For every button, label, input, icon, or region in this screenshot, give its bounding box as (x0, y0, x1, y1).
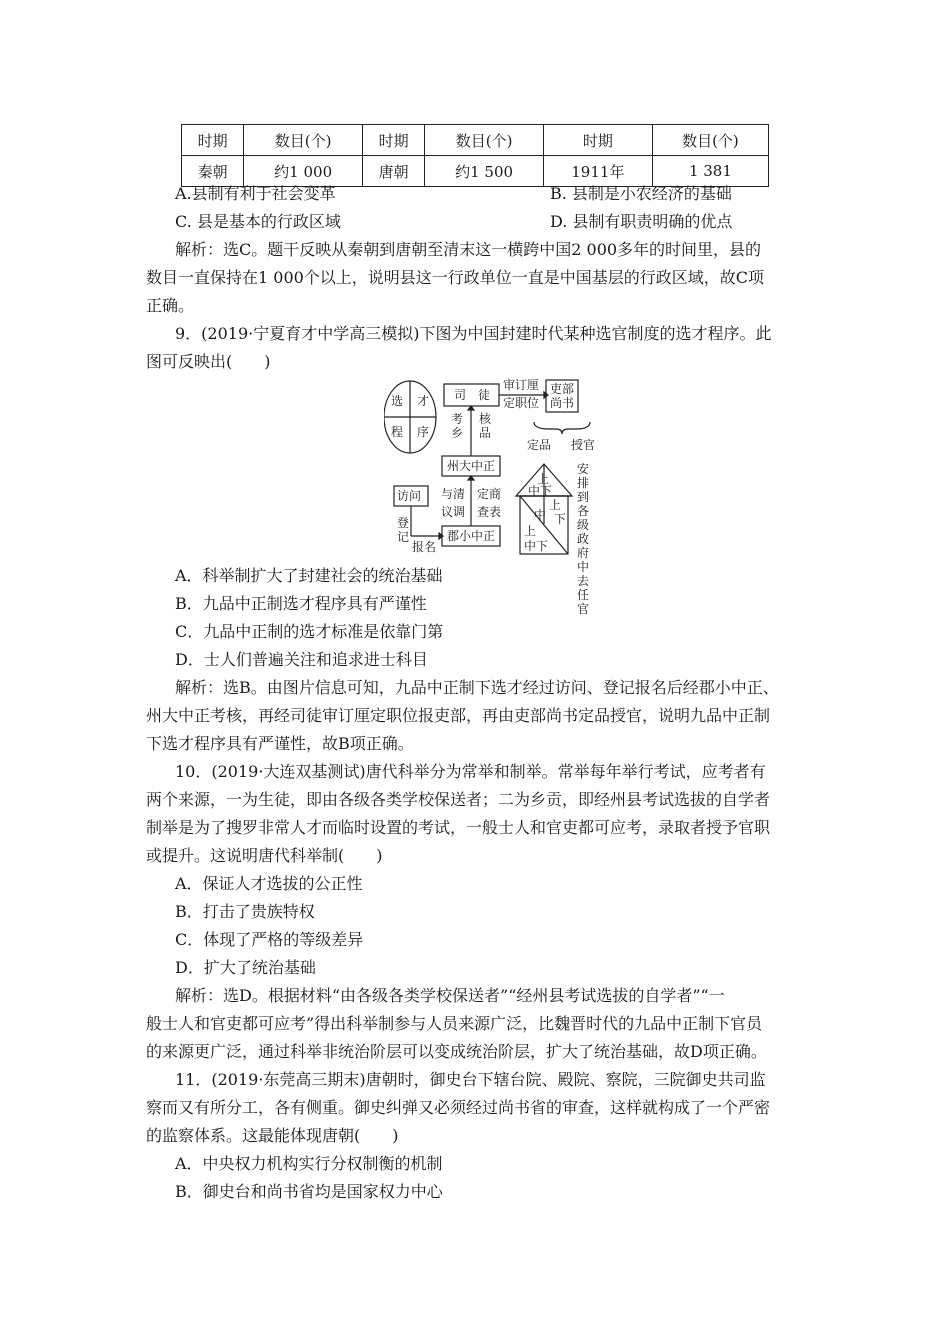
shouguan-label: 授官 (571, 438, 596, 452)
table-cell: 约1 000 (244, 156, 363, 187)
q9-analysis-line: 解析：选B。由图片信息可知，九品中正制下选才经过访问、登记报名后经郡小中正、 (175, 678, 779, 697)
q9-option-c: C．九品中正制的选才标准是依靠门第 (175, 622, 444, 641)
table-header-cell: 时期 (362, 125, 424, 156)
shending-label: 定职位 (503, 396, 540, 410)
pin-label: 上 (537, 472, 550, 486)
q10-analysis-line: 解析：选D。根据材料“由各级各类学校保送者”“经州县考试选拔的自学者”“一 (175, 986, 725, 1005)
q10-stem-line: 两个来源，一为生徒，即由各级各类学校保送者；二为乡贡，即经州县考试选拔的自学者 (146, 790, 771, 809)
q10-option-c: C．体现了严格的等级差异 (175, 930, 364, 949)
q9-option-b: B．九品中正制选才程序具有严谨性 (175, 594, 427, 613)
pin-label: 上 (549, 498, 562, 512)
baoming-label: 报名 (412, 540, 437, 554)
anpai-label: 安排到各级政府中去任官 (576, 462, 589, 616)
q9-stem-line: 图可反映出( ) (146, 352, 271, 371)
circle-char: 选 (391, 394, 404, 408)
table-cell: 1911年 (543, 156, 652, 187)
kaoxiang-label: 考乡 (450, 412, 463, 440)
pin-label: 中下 (524, 539, 549, 553)
q8-option-b: B. 县制是小农经济的基础 (550, 184, 732, 203)
pin-label: 中 (534, 508, 547, 522)
yuqing-label: 与清 (441, 487, 466, 501)
table-cell: 约1 500 (425, 156, 544, 187)
q8-option-a: A.县制有利于社会变革 (175, 184, 336, 203)
q11-option-a: A．中央权力机构实行分权制衡的机制 (175, 1154, 443, 1173)
table-row (182, 156, 769, 187)
county-count-table (181, 124, 769, 187)
q11-stem-line: 的监察体系。这最能体现唐朝( ) (146, 1126, 399, 1145)
table-header-cell: 时期 (543, 125, 652, 156)
q9-option-d: D．士人们普遍关注和追求进士科目 (175, 650, 428, 669)
q11-stem-line: 11．(2019·东莞高三期末)唐朝时，御史台下辖台院、殿院、察院，三院御史共司监 (175, 1070, 766, 1089)
table-header-cell: 数目(个) (652, 125, 768, 156)
selection-procedure-diagram (384, 374, 620, 616)
q9-analysis-line: 州大中正考核，再经司徒审订厘定职位报吏部，再由吏部尚书定品授官，说明九品中正制 (146, 706, 771, 725)
circle-char: 序 (417, 425, 430, 439)
fangwen-label: 访问 (397, 489, 422, 503)
jun-label: 郡小中正 (447, 529, 496, 543)
libu-label: 吏部 (550, 382, 575, 396)
q10-stem-line: 制举是为了搜罗非常人才而临时设置的考试，一般士人和官吏都可应考，录取者授予官职 (146, 818, 771, 837)
table-cell: 1 381 (652, 156, 768, 187)
circle-char: 才 (417, 394, 430, 408)
q10-stem-line: 10．(2019·大连双基测试)唐代科举分为常举和制举。常举每年举行考试，应考者有 (175, 762, 766, 781)
table-header-cell: 数目(个) (425, 125, 544, 156)
zhou-label: 州大中正 (447, 459, 496, 473)
dingpin-label: 定品 (527, 438, 552, 452)
shending-label: 审订厘 (503, 378, 540, 392)
pin-label: 中下 (528, 484, 553, 498)
dengji-label: 登记 (396, 516, 409, 544)
table-header-cell: 时期 (182, 125, 244, 156)
dingshang-label: 定商 (477, 487, 502, 501)
q10-stem-line: 或提升。这说明唐代科举制( ) (146, 846, 383, 865)
q9-option-a: A．科举制扩大了封建社会的统治基础 (175, 566, 443, 585)
q8-analysis-line: 数目一直保持在1 000个以上，说明县这一行政单位一直是中国基层的行政区域，故C项 (146, 268, 765, 287)
hepin-label: 核品 (478, 412, 491, 440)
q10-option-b: B．打击了贵族特权 (175, 902, 315, 921)
pin-label: 下 (554, 512, 567, 526)
q11-stem-line: 察而又有所分工，各有侧重。御史纠弹又必须经过尚书省的审查，这样就构成了一个严密 (146, 1098, 771, 1117)
q10-option-d: D．扩大了统治基础 (175, 958, 316, 977)
situ-label: 司 徒 (454, 388, 491, 402)
q8-analysis-line: 解析：选C。题干反映从秦朝到唐朝至清末这一横跨中国2 000多年的时间里，县的 (175, 240, 762, 259)
circle-char: 程 (391, 425, 404, 439)
libu-label: 尚书 (550, 396, 575, 410)
q9-stem-line: 9．(2019·宁夏育才中学高三模拟)下图为中国封建时代某种选官制度的选才程序。此 (175, 324, 772, 343)
q10-analysis-line: 般士人和官吏都可应考”得出科举制参与人员来源广泛，比魏晋时代的九品中正制下官员 (146, 1014, 763, 1033)
table-header-cell: 数目(个) (244, 125, 363, 156)
q9-analysis-line: 下选才程序具有严谨性，故B项正确。 (146, 734, 414, 753)
dingshang-label: 查表 (477, 505, 502, 519)
table-cell: 秦朝 (182, 156, 244, 187)
table-header-row (182, 125, 769, 156)
yuqing-label: 议调 (441, 505, 466, 519)
pin-label: 上 (524, 524, 537, 538)
q8-option-d: D. 县制有职责明确的优点 (550, 212, 733, 231)
q8-analysis-line: 正确。 (146, 296, 195, 315)
q8-option-c: C. 县是基本的行政区域 (175, 212, 341, 231)
q10-analysis-line: 的来源更广泛，通过科举非统治阶层可以变成统治阶层，扩大了统治基础，故D项正确。 (146, 1042, 767, 1061)
q10-option-a: A．保证人才选拔的公正性 (175, 874, 363, 893)
q11-option-b: B．御史台和尚书省均是国家权力中心 (175, 1182, 443, 1201)
table-cell: 唐朝 (362, 156, 424, 187)
